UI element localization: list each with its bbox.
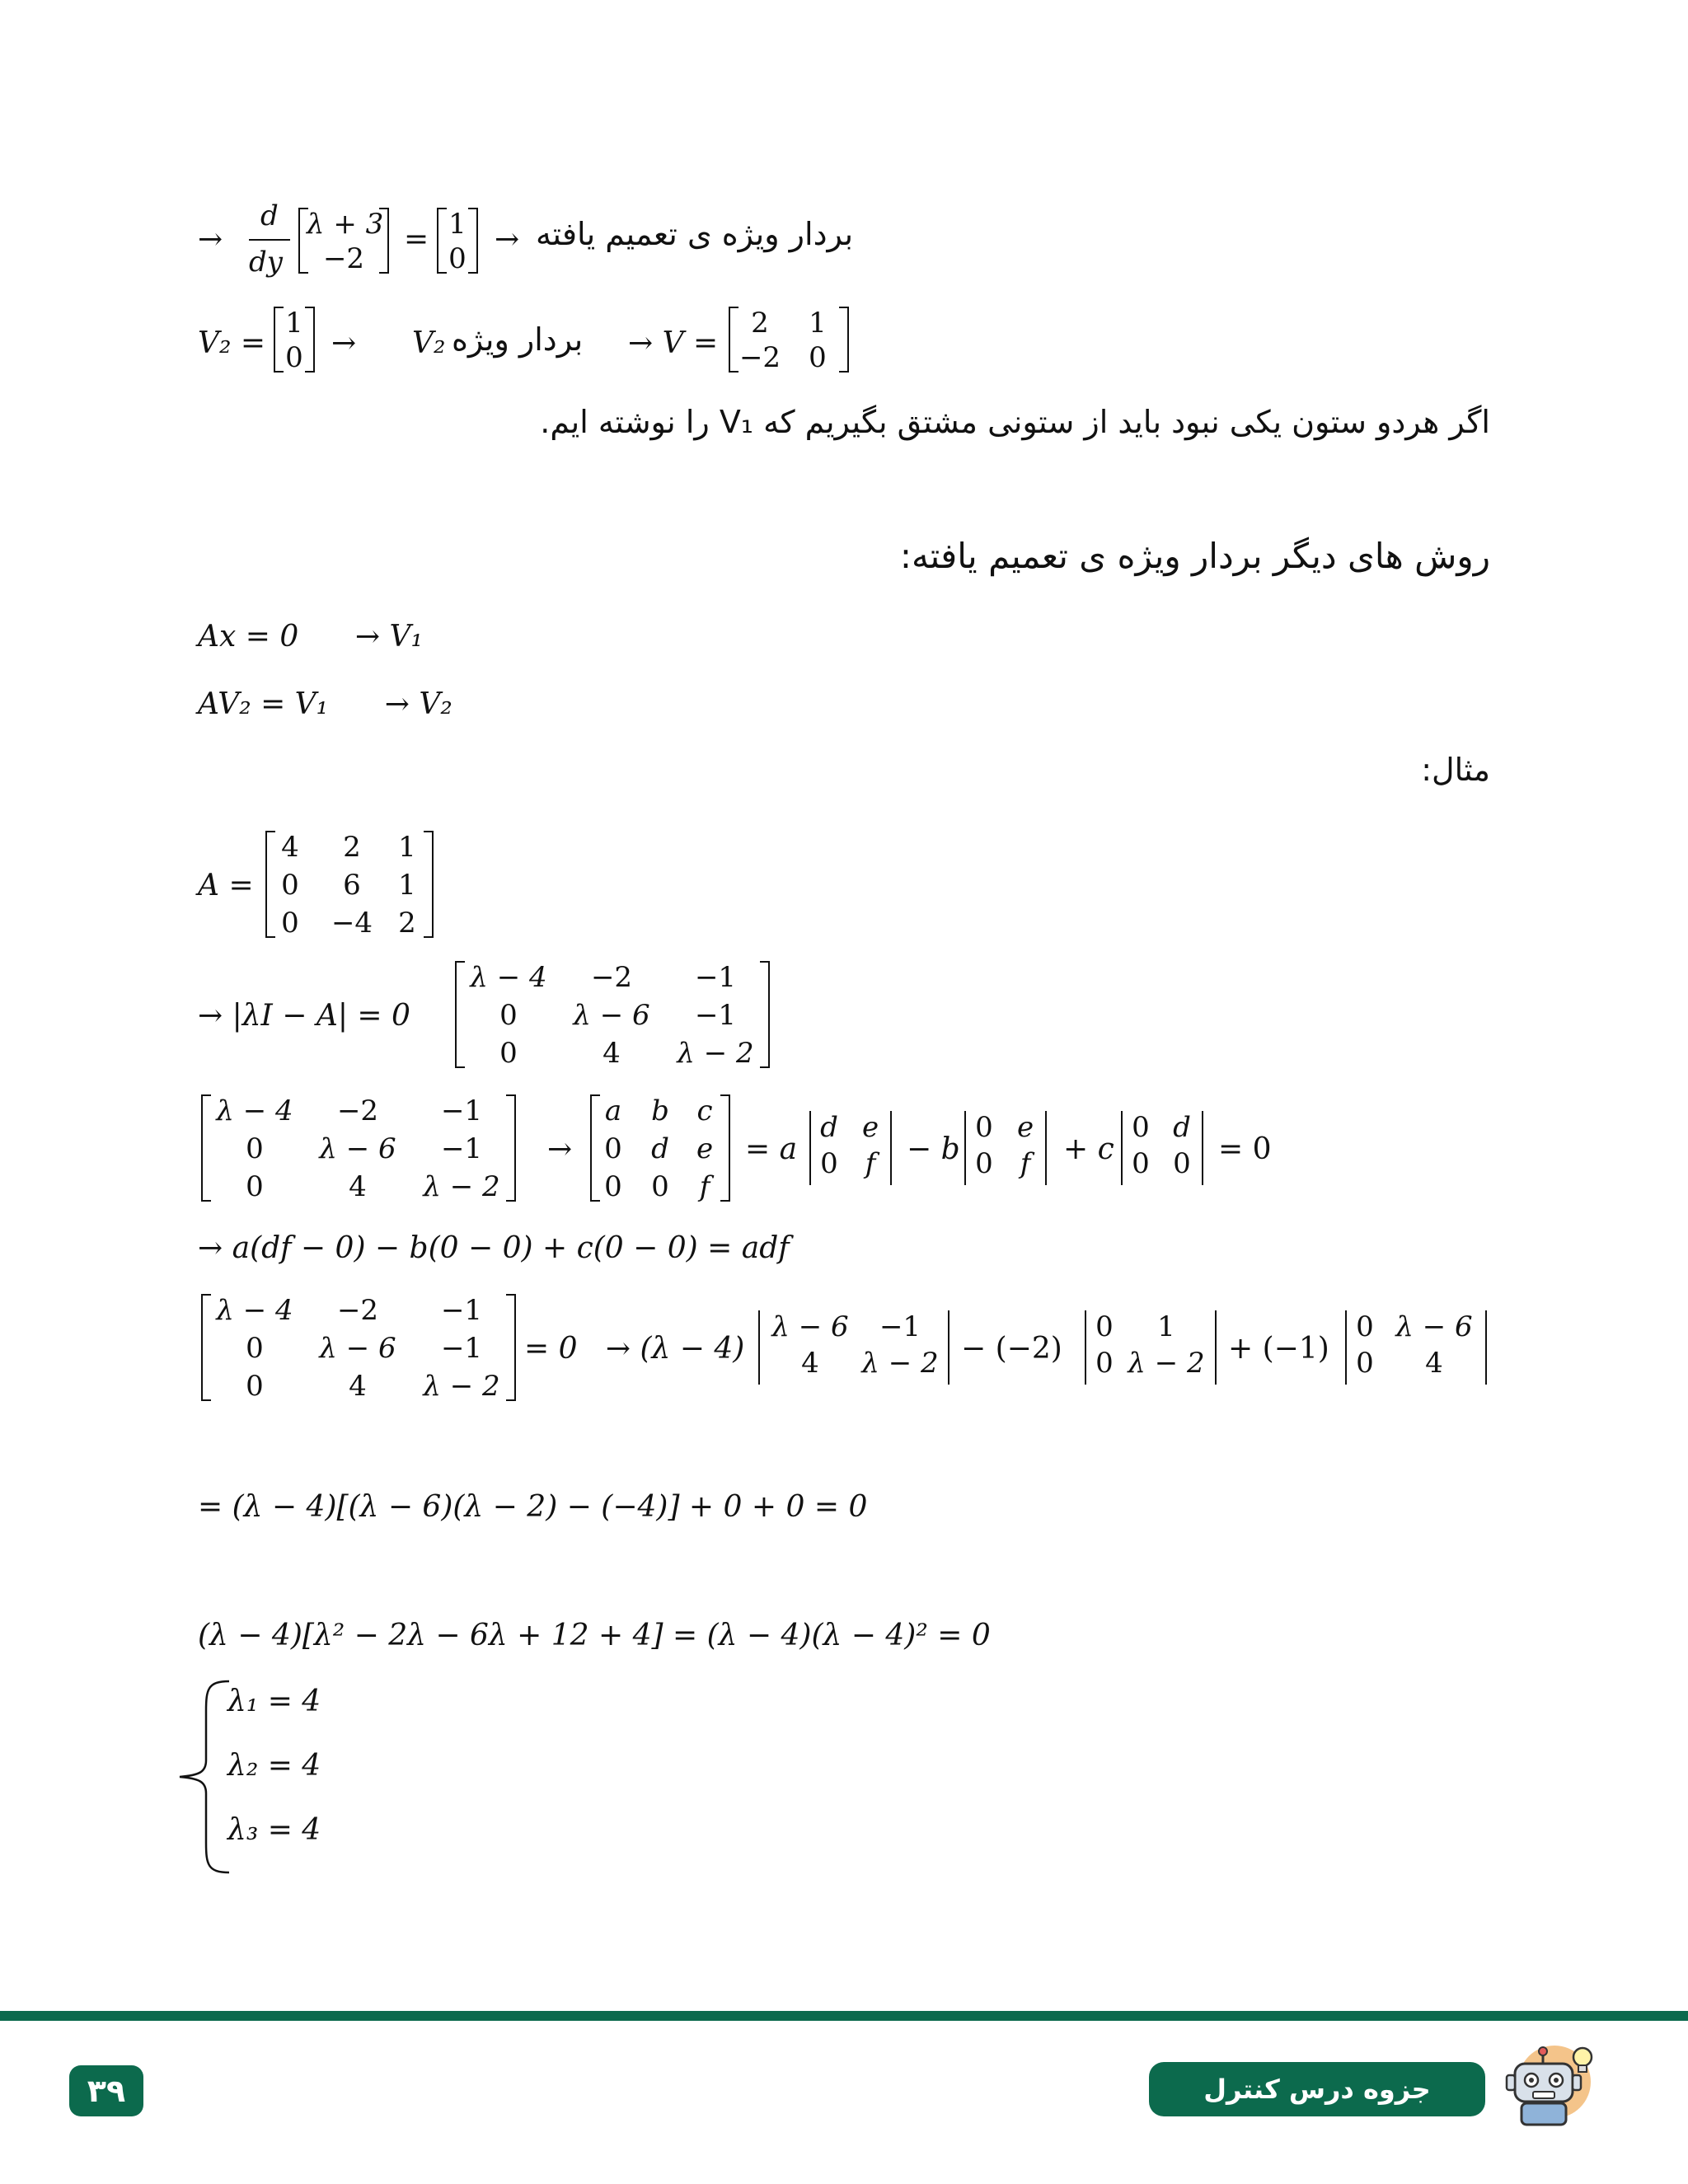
minor-1: λ − 6 −1 4 λ − 2 — [758, 1310, 950, 1385]
arrow: → — [198, 223, 223, 256]
matrix-a-lhs: A = — [198, 869, 254, 902]
det-term0: = 0 → (λ − 4) — [524, 1332, 745, 1366]
footer-divider — [0, 2011, 1688, 2021]
equation-adf: → a(df − 0) − b(0 − 0) + c(0 − 0) = adf — [198, 1231, 790, 1265]
minor-a: d e 0 f — [809, 1111, 892, 1185]
minor-2: 0 1 0 λ − 2 — [1085, 1310, 1217, 1385]
robot-icon — [1497, 2042, 1604, 2133]
note-paragraph: اگر هردو ستون یکی نبود باید از ستونی مشتق بگیریم که V₁ را نوشته ایم. — [540, 404, 1490, 440]
equation-av2: AV₂ = V₁ → V₂ — [198, 687, 452, 721]
char-lhs: → |λI − A| = 0 — [198, 999, 410, 1033]
term-b: − b — [907, 1132, 960, 1166]
matrix-v2: 1 0 — [274, 307, 315, 373]
equation-expansion: = (λ − 4)[(λ − 6)(λ − 2) − (−4)] + 0 + 0 = 0 — [198, 1490, 868, 1524]
eigenvector-label: بردار ویژه — [452, 321, 584, 358]
det-term1: − (−2) — [961, 1332, 1062, 1366]
matrix-v: 2 1 −2 0 — [729, 307, 849, 373]
equation-factored: (λ − 4)[λ² − 2λ − 6λ + 12 + 4] = (λ − 4)(λ − 4)² = 0 — [198, 1619, 991, 1652]
arrow: → — [495, 223, 520, 256]
generalized-eigenvector-label: بردار ویژه ی تعمیم یافته — [536, 216, 854, 252]
minor-c: 0 d 0 0 — [1121, 1111, 1203, 1185]
equation-ax: Ax = 0 → V₁ — [198, 620, 423, 654]
d-numerator: d — [260, 199, 279, 232]
dy-denominator: dy — [249, 246, 283, 279]
matrix-lambda3: λ + 3 −2 — [298, 208, 389, 274]
lambda-2: λ₂ = 4 — [227, 1749, 321, 1783]
matrix-10: 1 0 — [437, 208, 478, 274]
arrow: → — [331, 326, 357, 360]
matrix-a: 4 2 1 0 6 1 0 −4 2 — [265, 831, 434, 938]
expand-matrix: λ − 4 −2 −1 0 λ − 6 −1 0 4 λ − 2 — [201, 1094, 516, 1202]
char-matrix: λ − 4 −2 −1 0 λ − 6 −1 0 4 λ − 2 — [455, 961, 770, 1068]
minor-b: 0 e 0 f — [964, 1111, 1047, 1185]
det-term2: + (−1) — [1228, 1332, 1329, 1366]
v2-symbol: V₂ — [412, 326, 446, 360]
term-a: = a — [745, 1132, 798, 1166]
det-matrix: λ − 4 −2 −1 0 λ − 6 −1 0 4 λ − 2 — [201, 1294, 516, 1401]
term-c: + c — [1063, 1132, 1114, 1166]
equals-zero: = 0 — [1218, 1132, 1272, 1166]
page-number: ۳۹ — [69, 2065, 143, 2116]
course-title-badge: جزوه درس کنترل — [1149, 2062, 1485, 2116]
lambda-1: λ₁ = 4 — [227, 1685, 321, 1718]
section-heading: روش های دیگر بردار ویژه ی تعمیم یافته: — [899, 536, 1490, 576]
fraction-bar — [249, 239, 290, 241]
v-lhs: → V = — [628, 326, 719, 360]
arrow: → — [547, 1132, 573, 1166]
lambda-3: λ₃ = 4 — [227, 1813, 321, 1847]
general-matrix: a b c 0 d e 0 0 f — [590, 1094, 730, 1202]
example-label: مثال: — [1421, 752, 1490, 788]
equals: = — [404, 223, 429, 256]
minor-3: 0 λ − 6 0 4 — [1345, 1310, 1487, 1385]
left-brace-icon — [175, 1678, 232, 1876]
v2-lhs: V₂ = — [198, 326, 266, 360]
